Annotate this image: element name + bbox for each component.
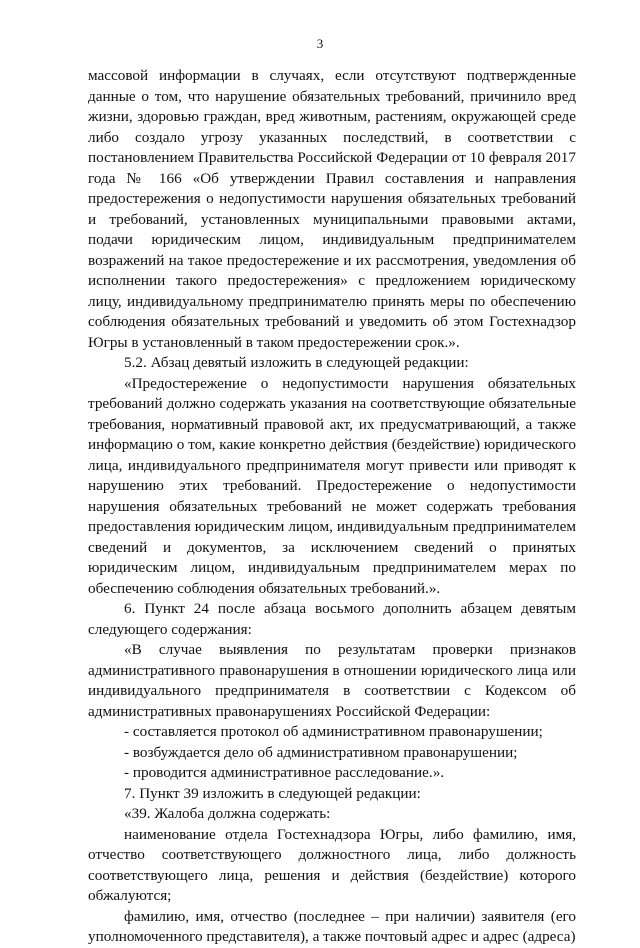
- paragraph: - составляется протокол об административном правонарушении;: [124, 723, 543, 740]
- paragraph: массовой информации в случаях, если отсутствуют подтвержденные данные о том, что нарушение обязательных требований, причинило вред жизни, здоровью граждан, вред животным, растениям, окружающей среде либо создало угрозу указанных последствий, в соответствии с постановлением Правительства Российской Федерации от 10 февраля 2017 года № 166 «Об утверждении Правил составления и направления предостережения о недопустимости нарушения обязательных требований и требований, установленных муниципальными правовыми актами, подачи юридическим лицом, индивидуальным предпринимателем возражений на такое предостережение и их рассмотрения, уведомления об исполнении такого предостережения» с предложением юридическому лицу, индивидуальному предпринимателю принять меры по обеспечению соблюдения обязательных требований и уведомить об этом Гостехнадзор Югры в установленный в таком предостережении срок.».: [88, 67, 576, 351]
- document-body: [88, 66, 576, 948]
- paragraph: «39. Жалоба должна содержать:: [124, 805, 331, 822]
- paragraph: «Предостережение о недопустимости нарушения обязательных требований должно содержать указания на соответствующие обязательные требования, нормативный правовой акт, их предусматривающий, а также информацию о том, какие конкретно действия (бездействие) юридического лица, индивидуального предпринимателя могут привести или приводят к нарушению этих требований. Предостережение о недопустимости нарушения обязательных требований не может содержать требования предоставления юридическим лицом, индивидуальным предпринимателем сведений и документов, за исключением сведений о принятых юридическим лицом, индивидуальным предпринимателем мерах по обеспечению соблюдения обязательных требований.».: [88, 374, 576, 597]
- page-number: 3: [316, 36, 324, 51]
- paragraph: - проводится административное расследование.».: [124, 764, 445, 781]
- paragraph: 7. Пункт 39 изложить в следующей редакции:: [124, 784, 421, 802]
- paragraph: «В случае выявления по результатам проверки признаков административного правонарушения в отношении юридического лица или индивидуального предпринимателя в соответствии с Кодексом об административных правонарушениях Российской Федерации:: [88, 641, 576, 720]
- paragraph: - возбуждается дело об административном правонарушении;: [124, 743, 518, 761]
- paragraph: 6. Пункт 24 после абзаца восьмого дополнить абзацем девятым следующего содержания:: [88, 600, 576, 638]
- paragraph: наименование отдела Гостехнадзора Югры, либо фамилию, имя, отчество соответствующего должностного лица, либо должность соответствующего лица, решения и действия (бездействие) которого обжалуются;: [88, 825, 576, 904]
- paragraph: фамилию, имя, отчество (последнее – при наличии) заявителя (его уполномоченного представителя), а также почтовый адрес и адрес (адреса): [88, 907, 576, 945]
- paragraph: 5.2. Абзац девятый изложить в следующей редакции:: [124, 354, 469, 371]
